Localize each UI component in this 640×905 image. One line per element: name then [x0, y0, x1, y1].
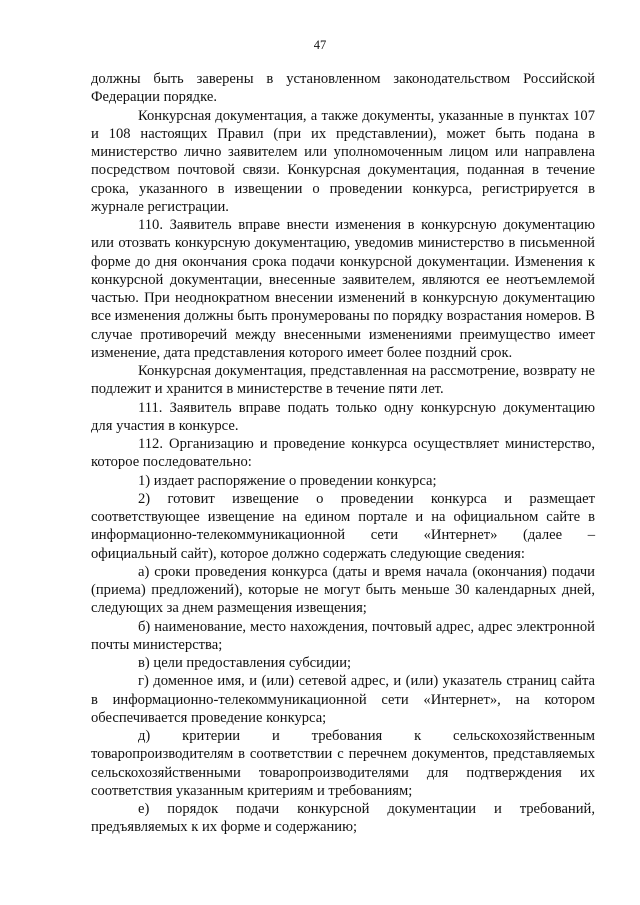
paragraph: д) критерии и требования к сельскохозяйственным товаропроизводителям в соответствии с перечнем документов, представляемых сельскохозяйственными товаропроизводителями для подтверждения их соответствия указанным критериям и требованиям;	[91, 728, 595, 799]
paragraph: 1) издает распоряжение о проведении конкурса;	[138, 472, 437, 489]
document-body	[91, 70, 595, 837]
paragraph: 111. Заявитель вправе подать только одну конкурсную документацию для участия в конкурсе.	[91, 399, 595, 434]
paragraph: 2) готовит извещение о проведении конкурса и размещает соответствующее извещение на едином портале и на официальном сайте в информационно-телекоммуникационной сети «Интернет» (далее – официальный сайт), которое должно содержать следующие сведения:	[91, 490, 595, 562]
paragraph: Конкурсная документация, представленная на рассмотрение, возврату не подлежит и хранится в министерстве в течение пяти лет.	[91, 363, 595, 398]
paragraph: 110. Заявитель вправе внести изменения в конкурсную документацию или отозвать конкурсную документацию, уведомив министерство в письменной форме до дня окончания срока подачи конкурсной документации. Изменения к конкурсной документации, внесенные заявителем, являются ее неотъемлемой частью. При неоднократном внесении изменений в конкурсную документацию все изменения должны быть пронумерованы по порядку возрастания номеров. В случае противоречий между внесенными изменениями преимущество имеет изменение, дата представления которого имеет более поздний срок.	[91, 217, 595, 361]
paragraph: в) цели предоставления субсидии;	[138, 655, 352, 671]
paragraph: а) сроки проведения конкурса (даты и время начала (окончания) подачи (приема) предложений), которые не могут быть меньше 30 календарных дней, следующих за днем размещения извещения;	[91, 563, 595, 617]
paragraph: 112. Организацию и проведение конкурса осуществляет министерство, которое последовательно:	[91, 436, 595, 471]
paragraph: должны быть заверены в установленном законодательством Российской Федерации порядке.	[91, 71, 595, 106]
paragraph: г) доменное имя, и (или) сетевой адрес, и (или) указатель страниц сайта в информационно-телекоммуникационной сети «Интернет», на котором обеспечивается проведение конкурса;	[91, 673, 595, 726]
paragraph: е) порядок подачи конкурсной документации и требований, предъявляемых к их форме и содержанию;	[91, 801, 595, 836]
paragraph: Конкурсная документация, а также документы, указанные в пунктах 107 и 108 настоящих Правил (при их представлении), может быть подана в министерство лично заявителем или уполномоченным лицом или направлена посредством почтовой связи. Конкурсная документация, поданная в течение срока, указанного в извещении о проведении конкурса, регистрируется в журнале регистрации.	[91, 107, 595, 215]
paragraph: б) наименование, место нахождения, почтовый адрес, адрес электронной почты министерства;	[91, 618, 595, 653]
page-number: 47	[313, 38, 327, 52]
